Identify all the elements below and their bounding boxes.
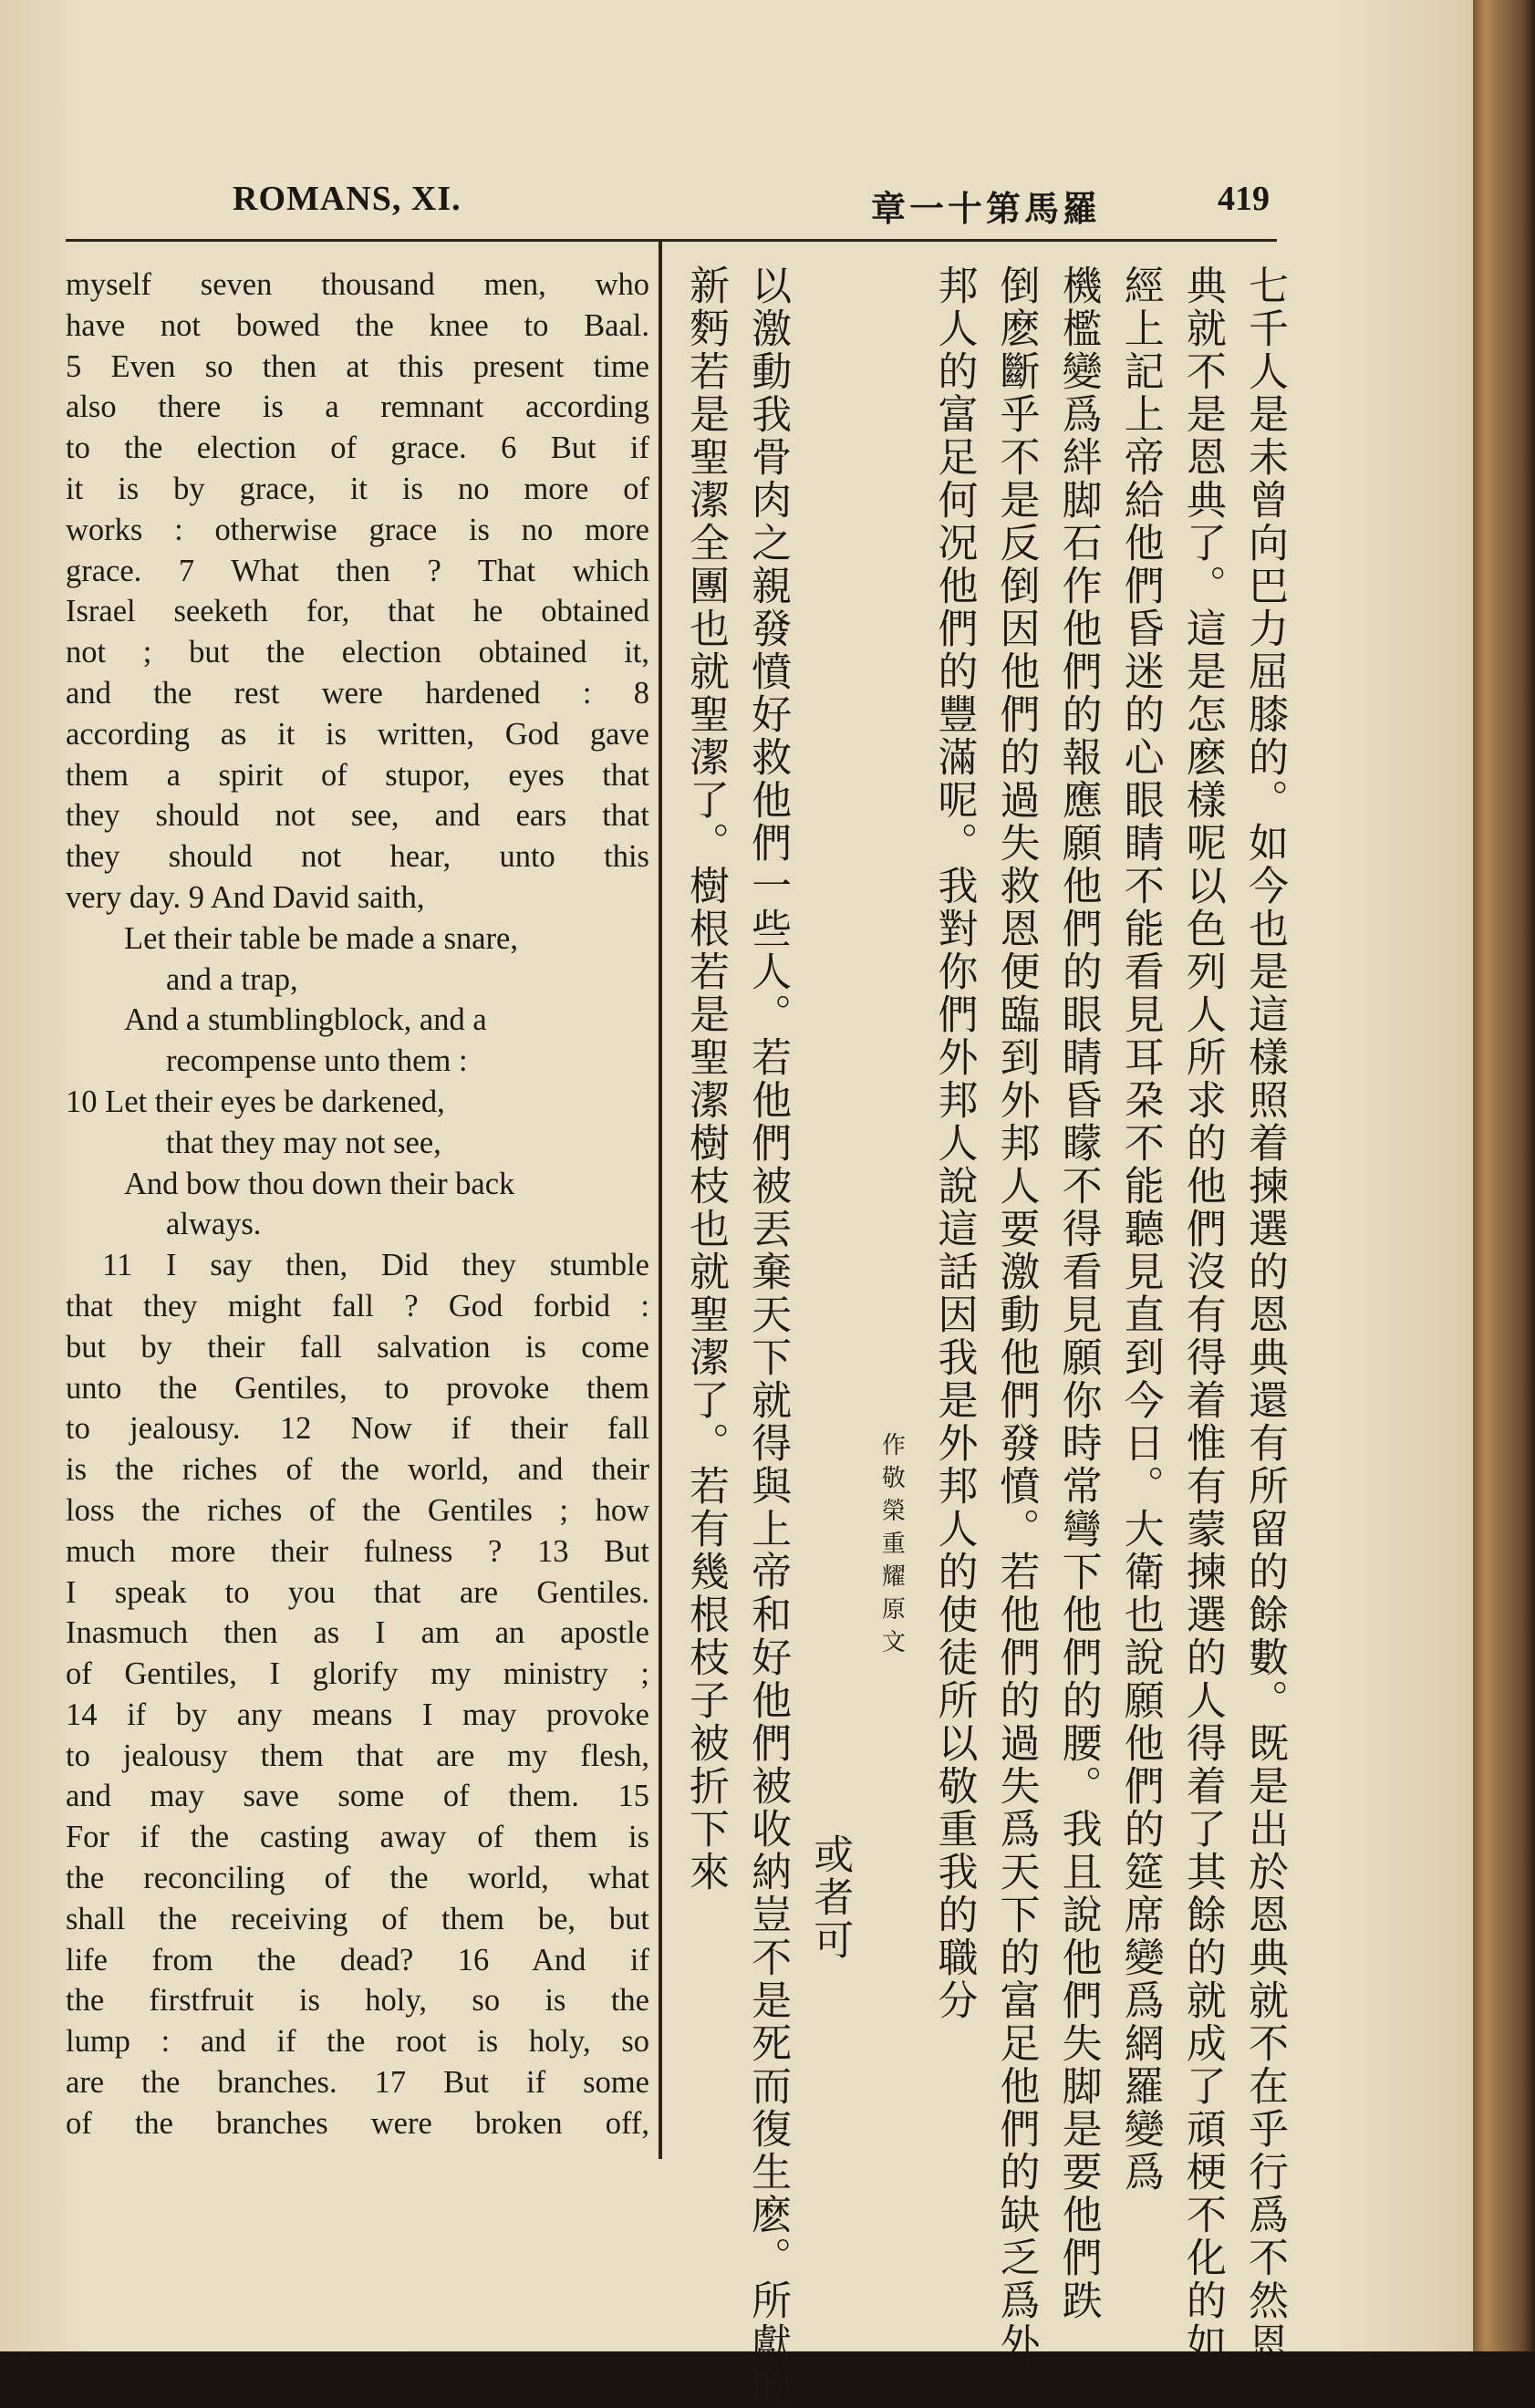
english-line: 5 Even so then at this present time bbox=[66, 348, 649, 384]
chinese-column: 以激動我骨肉之親發憤好救他們一些人。若他們被丟棄天下就得與上帝和好他們被收納豈不是死而復生麽。所獻的 bbox=[744, 265, 792, 2408]
english-line: life from the dead? 16 And if bbox=[66, 1942, 649, 1977]
chinese-annotation: 作敬榮重耀原文 bbox=[877, 1432, 906, 1662]
english-line: myself seven thousand men, who bbox=[66, 267, 649, 302]
english-line: also there is a remnant according bbox=[66, 389, 649, 425]
english-line: they should not hear, unto this bbox=[66, 839, 649, 875]
english-line: grace. 7 What then ? That which bbox=[66, 553, 649, 588]
english-line: but by their fall salvation is come bbox=[66, 1329, 649, 1365]
page-number: 419 bbox=[1218, 180, 1270, 218]
page-edge bbox=[1473, 0, 1535, 2351]
poem-line: 10 Let their eyes be darkened, bbox=[66, 1084, 445, 1119]
english-line: is the riches of the world, and their bbox=[66, 1452, 649, 1488]
english-line: For if the casting away of them is bbox=[66, 1820, 649, 1855]
english-line: to the election of grace. 6 But if bbox=[66, 431, 649, 466]
column-divider bbox=[659, 239, 662, 2159]
english-line: Inasmuch then as I am an apostle bbox=[66, 1615, 649, 1651]
english-line: much more their fulness ? 13 But bbox=[66, 1533, 649, 1569]
english-line: Israel seeketh for, that he obtained bbox=[66, 594, 649, 629]
english-line: I speak to you that are Gentiles. bbox=[66, 1574, 649, 1610]
english-line: of the branches were broken off, bbox=[66, 2105, 649, 2141]
poem-line: And a stumblingblock, and a bbox=[124, 1002, 487, 1038]
english-line: not ; but the election obtained it, bbox=[66, 635, 649, 670]
chinese-column: 或者可 bbox=[806, 1833, 854, 1962]
poem-line: always. bbox=[166, 1207, 262, 1242]
chinese-column: 典就不是恩典了。這是怎麽樣呢以色列人所求的他們沒有得着惟有蒙揀選的人得着了其餘的就成了頑梗不化的如 bbox=[1178, 265, 1226, 2365]
english-line: works : otherwise grace is no more bbox=[66, 512, 649, 547]
english-line: and may save some of them. 15 bbox=[66, 1779, 649, 1814]
english-line: it is by grace, it is no more of bbox=[66, 471, 649, 506]
poem-line: recompense unto them : bbox=[166, 1043, 468, 1079]
running-header-chinese: 章一十第馬羅 bbox=[871, 188, 1102, 229]
poem-line: And bow thou down their back bbox=[124, 1166, 515, 1201]
chinese-column: 新麪若是聖潔全團也就聖潔了。樹根若是聖潔樹枝也就聖潔了。若有幾根枝子被折下來 bbox=[682, 265, 729, 1894]
english-line: have not bowed the knee to Baal. bbox=[66, 307, 649, 343]
english-line: of Gentiles, I glorify my ministry ; bbox=[66, 1656, 649, 1692]
header-rule bbox=[66, 239, 1277, 242]
english-line: to jealousy them that are my flesh, bbox=[66, 1738, 649, 1773]
chinese-column: 經上記上帝給他們昏迷的心眼睛不能看見耳朶不能聽見直到今日。大衛也說願他們的筵席變爲網羅變爲 bbox=[1116, 265, 1164, 2194]
english-line: very day. 9 And David saith, bbox=[66, 879, 425, 915]
english-line: according as it is written, God gave bbox=[66, 716, 649, 752]
chinese-text-column bbox=[679, 265, 1288, 2408]
chinese-column: 七千人是未曾向巴力屈膝的。如今也是這樣照着揀選的恩典還有所留的餘數。既是出於恩典就不在乎行爲不然恩 bbox=[1240, 265, 1288, 2365]
english-line: to jealousy. 12 Now if their fall bbox=[66, 1411, 649, 1447]
chinese-column: 機檻變爲絆脚石作他們的報應願他們的眼睛昏矇不得看見願你時常彎下他們的腰。我且說他們失脚是要他們跌 bbox=[1054, 265, 1102, 2322]
english-line: unto the Gentiles, to provoke them bbox=[66, 1370, 649, 1406]
english-line: they should not see, and ears that bbox=[66, 798, 649, 834]
english-line: 14 if by any means I may provoke bbox=[66, 1697, 649, 1732]
english-line: and the rest were hardened : 8 bbox=[66, 675, 649, 711]
english-text-column bbox=[66, 265, 649, 2144]
poem-line: that they may not see, bbox=[166, 1125, 441, 1160]
english-line: lump : and if the root is holy, so bbox=[66, 2024, 649, 2060]
english-line: the firstfruit is holy, so is the bbox=[66, 1983, 649, 2019]
english-line: shall the receiving of them be, but bbox=[66, 1901, 649, 1936]
poem-line: Let their table be made a snare, bbox=[124, 920, 518, 956]
english-line: that they might fall ? God forbid : bbox=[66, 1288, 649, 1323]
running-header-book: ROMANS, XI. bbox=[233, 180, 462, 218]
english-line: are the branches. 17 But if some bbox=[66, 2065, 649, 2101]
english-line: the reconciling of the world, what bbox=[66, 1861, 649, 1896]
english-line: them a spirit of stupor, eyes that bbox=[66, 757, 649, 793]
english-line: 11 I say then, Did they stumble bbox=[102, 1248, 649, 1283]
english-line: loss the riches of the Gentiles ; how bbox=[66, 1492, 649, 1528]
chinese-column: 邦人的富足何况他們的豐滿呢。我對你們外邦人說這話因我是外邦人的使徒所以敬重我的職分 bbox=[930, 265, 978, 2022]
poem-line: and a trap, bbox=[166, 961, 298, 997]
chinese-column: 倒麽斷乎不是反倒因他們的過失救恩便臨到外邦人要激動他們發憤。若他們的過失爲天下的富足他們的缺乏爲外 bbox=[992, 265, 1040, 2365]
